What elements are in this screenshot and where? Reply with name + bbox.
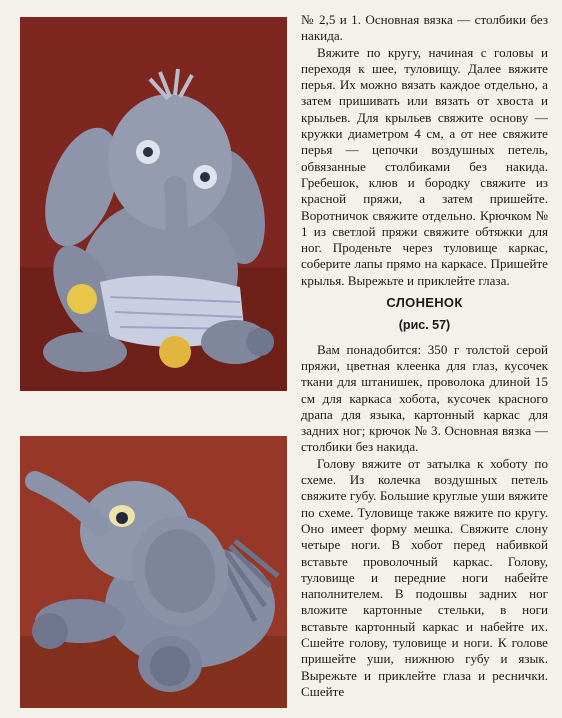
figure-reference: (рис. 57) xyxy=(398,318,451,333)
paragraph-materials: Вам понадобится: 350 г толстой серой пряжи, цветная клеенка для глаз, кусочек ткани для штанишек, проволока длиной 15 см для каркаса хобота, кусочек красного драпа для языка, картонный каркас для задних ног; крючок № 3. Основная вязка — столбики без накида. xyxy=(301,341,548,455)
section-heading: СЛОНЕНОК xyxy=(386,295,463,311)
paragraph-instructions: Вяжите по кругу, начиная с головы и переходя к шее, туловищу. Далее вяжите перья. Их можно вязать каждое отдельно, а затем пришивать или вязать от хвоста и крыльев. Для крыльев свяжите основу — кружки диаметром 4 см, а от нее свяжите перья — цепочки воздушных петель, обвязанные столбиками без накида. Гребешок, клюв и бородку свяжите из красной пряжи, а затем пришейте. Воротничок свяжите отдельно. Крючком № 1 из светлой пряжи свяжите обтяжки для ног. Проденьте через туловище каркас, соберите лапы прямо на каркасе. Пришейте крылья. Вырежьте и приклейте глаза. xyxy=(301,44,548,288)
article-text-column xyxy=(301,12,548,700)
photo-elephant-lying xyxy=(20,436,287,708)
paragraph-materials-continued: № 2,5 и 1. Основная вязка — столбики без накида. xyxy=(301,12,548,44)
paragraph-assembly: Голову вяжите от затылка к хоботу по схеме. Из колечка воздушных петель свяжите губу. Большие круглые уши вяжите по схеме. Туловище также вяжите по кругу. Оно имеет форму мешка. Свяжите слону четыре ноги. В хобот перед набивкой вставьте проволочный каркас. Голову, туловище и передние ноги набейте наполнителем. В подошвы задних ног вложите картонные стельки, в ноги вставьте картонный каркас и набейте их. Сшейте голову, туловище и ноги. К голове пришейте уши, нижнюю губу и язык. Вырежьте и приклейте глаза и реснички. Сшейте xyxy=(301,455,548,699)
photo-elephant-sitting xyxy=(20,17,287,391)
